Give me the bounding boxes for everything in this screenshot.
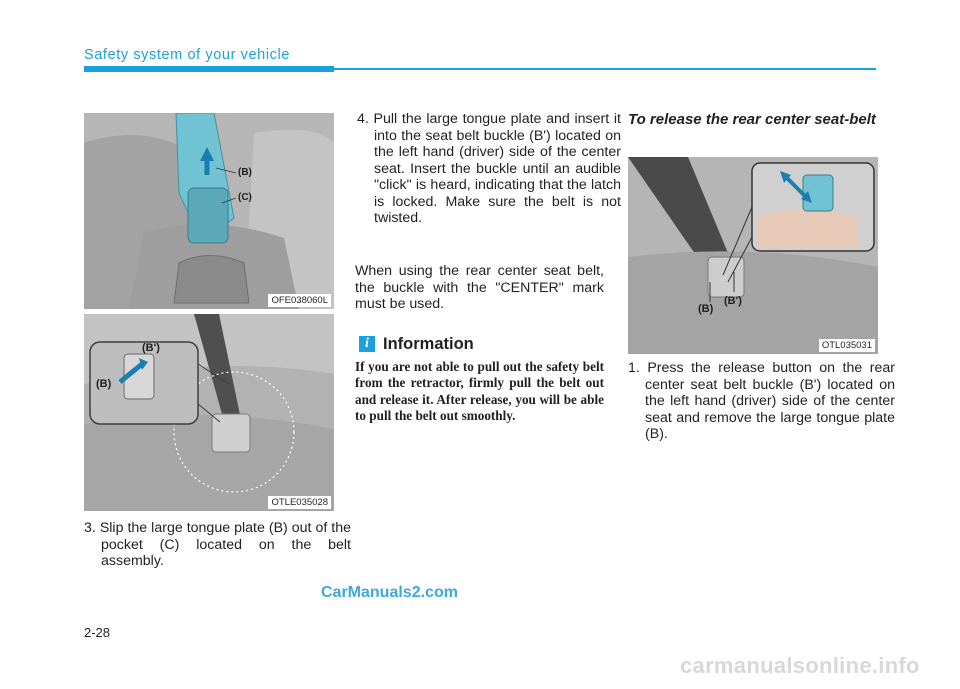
section-title: Safety system of your vehicle <box>84 47 290 63</box>
figure-belt-pocket-illustration <box>84 113 334 309</box>
info-title: Information <box>383 335 474 353</box>
figure-callout-b: (B) <box>698 303 714 315</box>
watermark-bottom: carmanualsonline.info <box>680 653 920 678</box>
figure-callout-b-prime: (B') <box>724 295 742 307</box>
release-step-1-text: 1. Press the release button on the rear center seat belt buckle (B') located on the left hand (driver) side of the center seat and remove the large tongue plate (B). <box>628 360 895 442</box>
info-text: If you are not able to pull out the safety belt from the retractor, firmly pull the belt out and release it. After release, you will be able to pull the belt out smoothly. <box>355 359 604 423</box>
info-icon: i <box>359 336 375 352</box>
page-number: 2-28 <box>84 625 111 640</box>
figure-code: OFE038060L <box>268 294 331 307</box>
figure-callout-b: (B) <box>96 378 112 390</box>
watermark-top: CarManuals2.com <box>321 584 458 601</box>
figure-release-buckle-illustration <box>628 157 878 354</box>
figure-belt-pocket <box>84 113 334 309</box>
figure-code: OTLE035028 <box>268 496 331 509</box>
figure-buckle-location <box>84 314 334 511</box>
figure-code: OTL035031 <box>819 339 875 352</box>
step-4-text: 4. Pull the large tongue plate and insert it into the seat belt buckle (B') located on the left hand (driver) side of the center seat. Insert the buckle until an audible "click" is heard, indicating that the latch is locked. Make sure the belt is not twisted. <box>357 111 621 226</box>
figure-callout-c: (C) <box>238 192 252 203</box>
header-bar-thick <box>84 66 334 72</box>
center-buckle-note: When using the rear center seat belt, the buckle with the "CENTER" mark must be used. <box>355 263 604 312</box>
step-3-text: 3. Slip the large tongue plate (B) out of the pocket (C) located on the belt assembly. <box>84 520 351 569</box>
figure-buckle-location-illustration <box>84 314 334 511</box>
figure-callout-b: (B) <box>238 167 252 178</box>
header-bar-thin <box>334 68 876 70</box>
release-heading: To release the rear center seat-belt <box>628 111 876 128</box>
figure-release-buckle <box>628 157 878 354</box>
figure-callout-b-prime: (B') <box>142 342 160 354</box>
